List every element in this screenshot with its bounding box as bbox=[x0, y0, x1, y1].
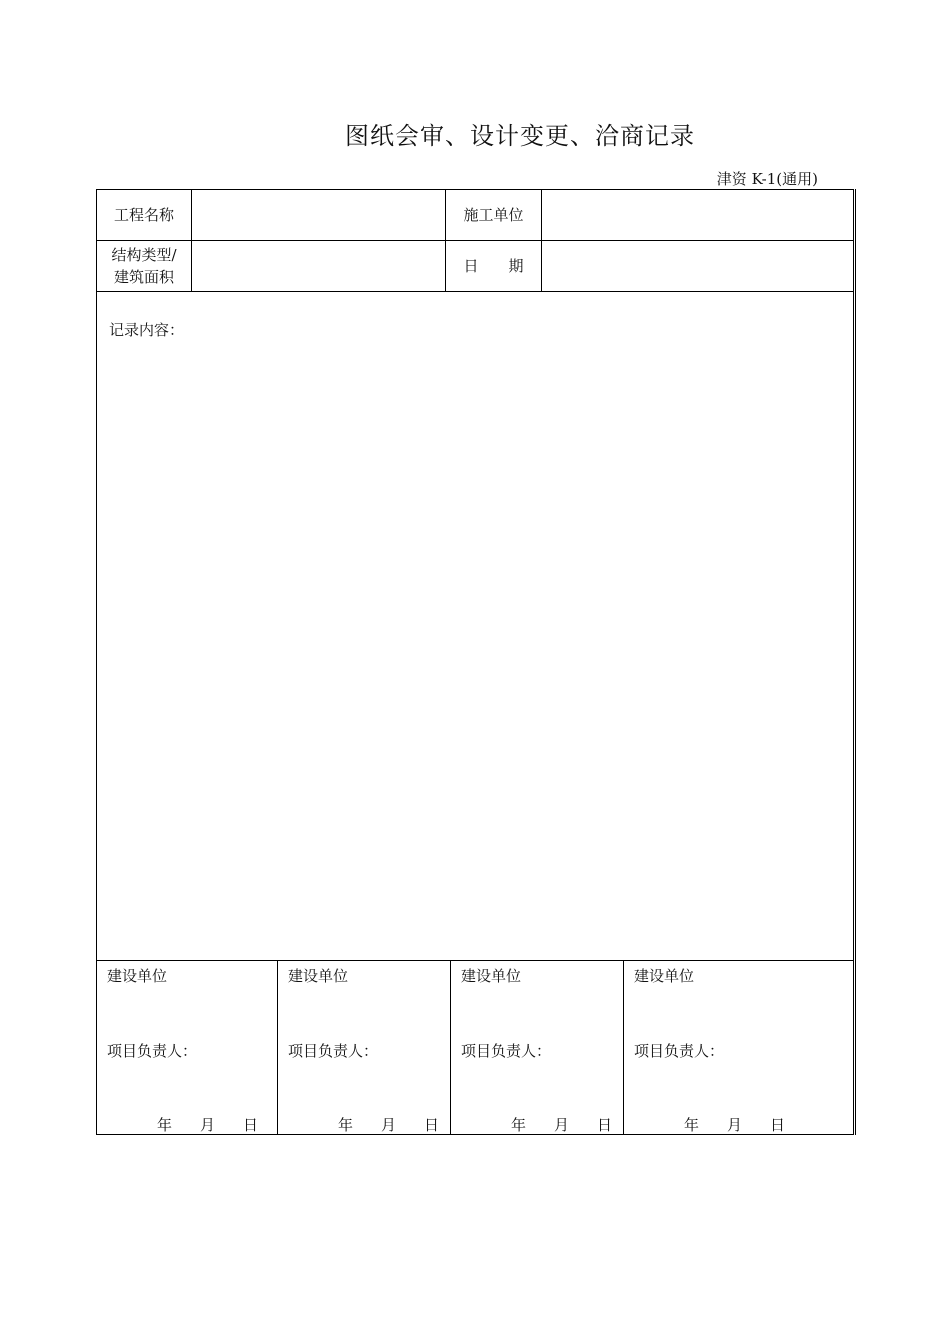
signature-block bbox=[278, 961, 451, 1135]
structure-type-label-line2: 建筑面积 bbox=[113, 268, 174, 286]
signature-person-label: 项目负责人： bbox=[288, 1042, 379, 1060]
record-content-label: 记录内容： bbox=[109, 321, 185, 339]
signature-unit-label: 建设单位 bbox=[107, 967, 168, 985]
project-name-label: 工程名称 bbox=[97, 190, 192, 240]
signature-person-label: 项目负责人： bbox=[107, 1042, 198, 1060]
signature-person-label: 项目负责人： bbox=[461, 1042, 552, 1060]
structure-type-label bbox=[97, 241, 192, 291]
header-row-project bbox=[97, 190, 853, 241]
record-content-area[interactable] bbox=[97, 291, 853, 961]
signature-month-label: 月 bbox=[381, 1116, 397, 1134]
signature-month-label: 月 bbox=[200, 1116, 216, 1134]
signature-unit-label: 建设单位 bbox=[461, 967, 522, 985]
signature-date bbox=[511, 1114, 612, 1135]
signature-date bbox=[684, 1114, 785, 1135]
form-code: 津资 K-1(通用) bbox=[716, 170, 818, 188]
signature-day-label: 日 bbox=[424, 1116, 440, 1134]
signature-month-label: 月 bbox=[554, 1116, 570, 1134]
signature-year-label: 年 bbox=[338, 1116, 354, 1134]
signature-block bbox=[451, 961, 624, 1135]
structure-type-label-line1: 结构类型/ bbox=[111, 246, 177, 264]
date-label: 日 期 bbox=[446, 241, 542, 291]
signature-unit-label: 建设单位 bbox=[634, 967, 695, 985]
signature-month-label: 月 bbox=[727, 1116, 743, 1134]
header-row-structure bbox=[97, 241, 853, 292]
signature-date bbox=[338, 1114, 439, 1135]
construction-unit-field[interactable] bbox=[542, 190, 853, 240]
structure-type-field[interactable] bbox=[192, 241, 446, 291]
date-field[interactable] bbox=[542, 241, 853, 291]
signature-day-label: 日 bbox=[243, 1116, 259, 1134]
signature-year-label: 年 bbox=[511, 1116, 527, 1134]
form-title: 图纸会审、设计变更、洽商记录 bbox=[345, 122, 695, 150]
construction-unit-label: 施工单位 bbox=[446, 190, 542, 240]
signature-unit-label: 建设单位 bbox=[288, 967, 349, 985]
signature-year-label: 年 bbox=[157, 1116, 173, 1134]
signature-person-label: 项目负责人： bbox=[634, 1042, 725, 1060]
signature-block bbox=[624, 961, 853, 1135]
signature-day-label: 日 bbox=[770, 1116, 786, 1134]
signature-year-label: 年 bbox=[684, 1116, 700, 1134]
signature-row bbox=[97, 961, 853, 1135]
signature-day-label: 日 bbox=[597, 1116, 613, 1134]
signature-block bbox=[97, 961, 278, 1135]
signature-date bbox=[157, 1114, 258, 1135]
form-right-border bbox=[855, 189, 856, 1135]
record-form bbox=[96, 189, 854, 1135]
project-name-field[interactable] bbox=[192, 190, 446, 240]
